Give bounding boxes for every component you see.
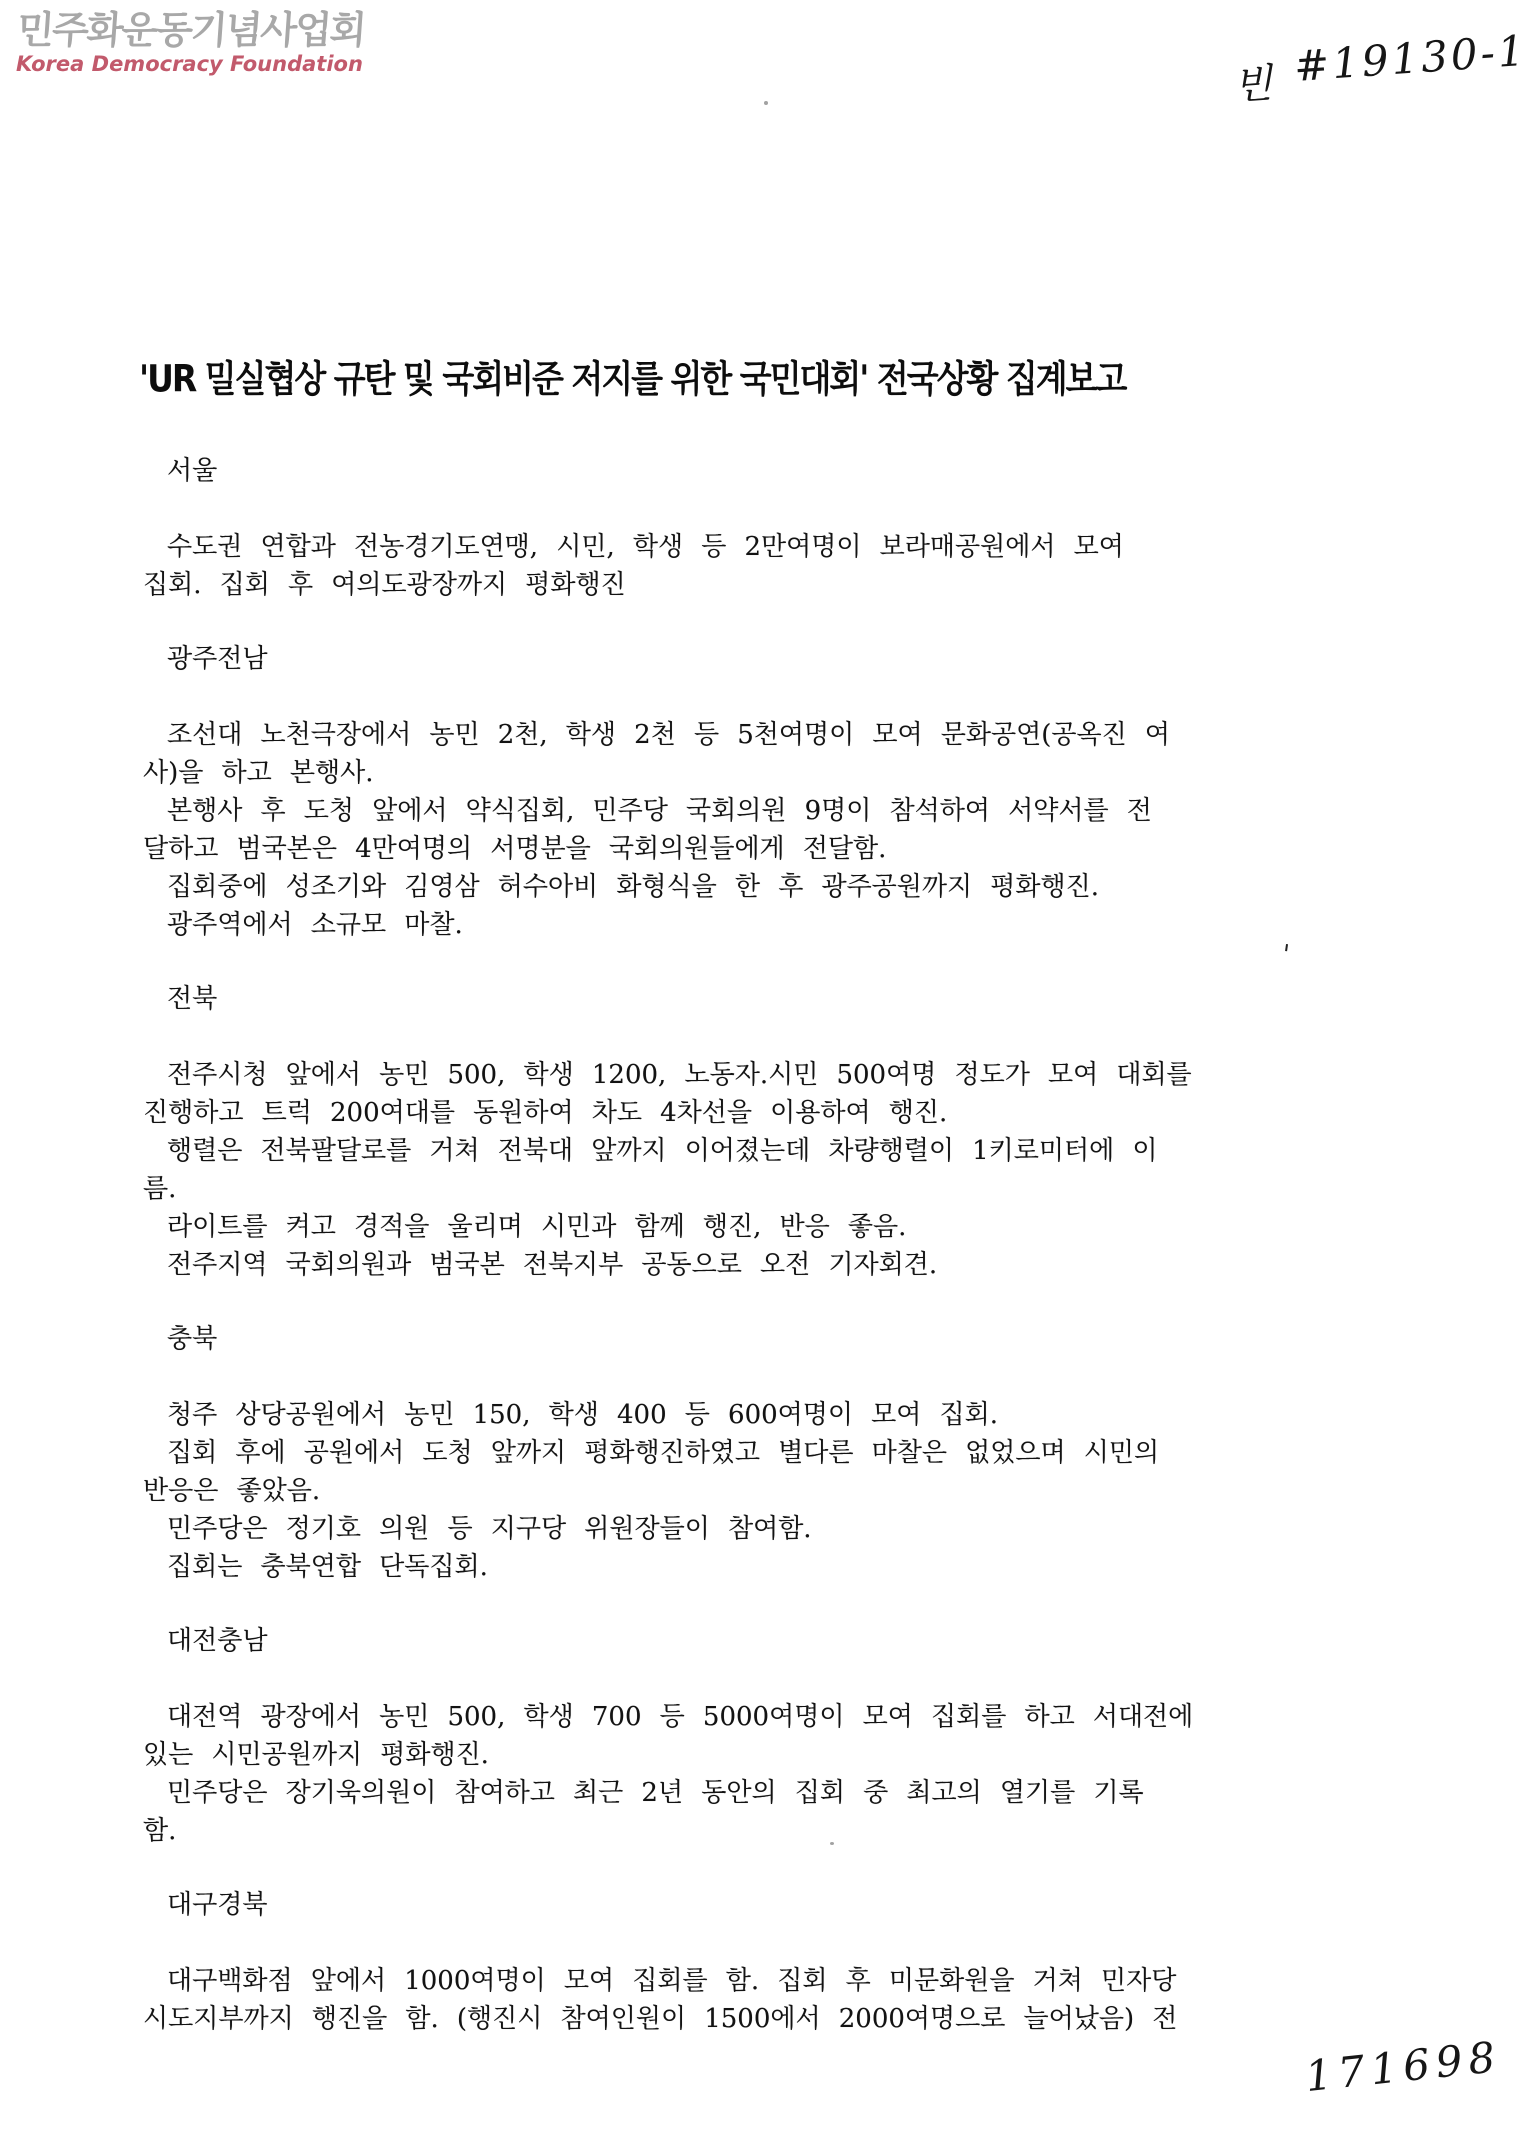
body-line: 수도권 연합과 전농경기도연맹, 시민, 학생 등 2만여명이 보라매공원에서 모여 (167, 532, 1124, 562)
body-line: 본행사 후 도청 앞에서 약식집회, 민주당 국회의원 9명이 참석하여 서약서를 전 (167, 796, 1152, 826)
body-line: 전주시청 앞에서 농민 500, 학생 1200, 노동자.시민 500여명 정도가 모여 대회를 (167, 1060, 1192, 1090)
scan-speck (830, 1842, 834, 1845)
body-line: 행렬은 전북팔달로를 거쳐 전북대 앞까지 이어졌는데 차량행렬이 1키로미터에 이 (167, 1136, 1158, 1166)
body-line: 집회는 충북연합 단독집회. (167, 1552, 488, 1582)
body-line: 집회 후에 공원에서 도청 앞까지 평화행진하였고 별다른 마찰은 없었으며 시민의 (167, 1438, 1160, 1468)
body-line: 집회중에 성조기와 김영삼 허수아비 화형식을 한 후 광주공원까지 평화행진. (167, 872, 1100, 902)
body-line: 집회. 집회 후 여의도광장까지 평화행진 (143, 570, 626, 600)
section-heading: 광주전남 (167, 644, 268, 674)
body-line: 시도지부까지 행진을 함. (행진시 참여인원이 1500에서 2000여명으로 늘어났음) 전 (143, 2004, 1178, 2034)
report-section (143, 640, 1238, 944)
section-heading: 충북 (167, 1324, 218, 1354)
body-line: 반응은 좋았음. (143, 1476, 321, 1506)
body-line: 민주당은 정기호 의원 등 지구당 위원장들이 참여함. (167, 1514, 812, 1544)
body-line: 라이트를 켜고 경적을 울리며 시민과 함께 행진, 반응 좋음. (167, 1212, 907, 1242)
handwritten-archive-number (1230, 20, 1529, 110)
body-line: 름. (143, 1174, 177, 1204)
body-line: 청주 상당공원에서 농민 150, 학생 400 등 600여명이 모여 집회. (167, 1400, 999, 1430)
logo-english-text: Korea Democracy Foundation (16, 52, 363, 76)
section-heading: 전북 (167, 984, 218, 1014)
scan-margin-mark: ' (1279, 939, 1292, 971)
report-section (143, 1320, 1238, 1586)
handwritten-number: #19130-1 (1292, 25, 1529, 91)
report-section (143, 1622, 1238, 1850)
body-line: 함. (143, 1816, 177, 1846)
body-line: 민주당은 장기욱의원이 참여하고 최근 2년 동안의 집회 중 최고의 열기를 기록 (167, 1778, 1144, 1808)
body-line: 대구백화점 앞에서 1000여명이 모여 집회를 함. 집회 후 미문화원을 거쳐 민자당 (167, 1966, 1177, 1996)
body-line: 조선대 노천극장에서 농민 2천, 학생 2천 등 5천여명이 모여 문화공연(공옥진 여 (167, 720, 1170, 750)
body-line: 대전역 광장에서 농민 500, 학생 700 등 5000여명이 모여 집회를 하고 서대전에 (167, 1702, 1194, 1732)
kdf-logo (15, 8, 367, 76)
document-title: 'UR 밀실협상 규탄 및 국회비준 저지를 위한 국민대회' 전국상황 집계보고 (139, 356, 1126, 401)
scan-speck (764, 101, 768, 105)
body-line: 광주역에서 소규모 마찰. (167, 910, 463, 940)
section-heading: 대전충남 (167, 1626, 268, 1656)
body-line: 전주지역 국회의원과 범국본 전북지부 공동으로 오전 기자회견. (167, 1250, 938, 1280)
body-line: 달하고 범국본은 4만여명의 서명분을 국회의원들에게 전달함. (143, 834, 887, 864)
logo-korean-text: 민주화운동기념사업회 (15, 8, 367, 52)
handwritten-page-number: 171698 (1302, 2031, 1504, 2102)
document-body (143, 452, 1238, 2038)
body-line: 있는 시민공원까지 평화행진. (143, 1740, 489, 1770)
report-section (143, 980, 1238, 1284)
report-section (143, 1886, 1238, 2038)
body-line: 사)을 하고 본행사. (143, 758, 374, 788)
handwritten-prefix: 빈 (1231, 60, 1274, 110)
body-line: 진행하고 트럭 200여대를 동원하여 차도 4차선을 이용하여 행진. (143, 1098, 948, 1128)
report-section (143, 452, 1238, 604)
section-heading: 대구경북 (167, 1890, 268, 1920)
section-heading: 서울 (167, 456, 218, 486)
